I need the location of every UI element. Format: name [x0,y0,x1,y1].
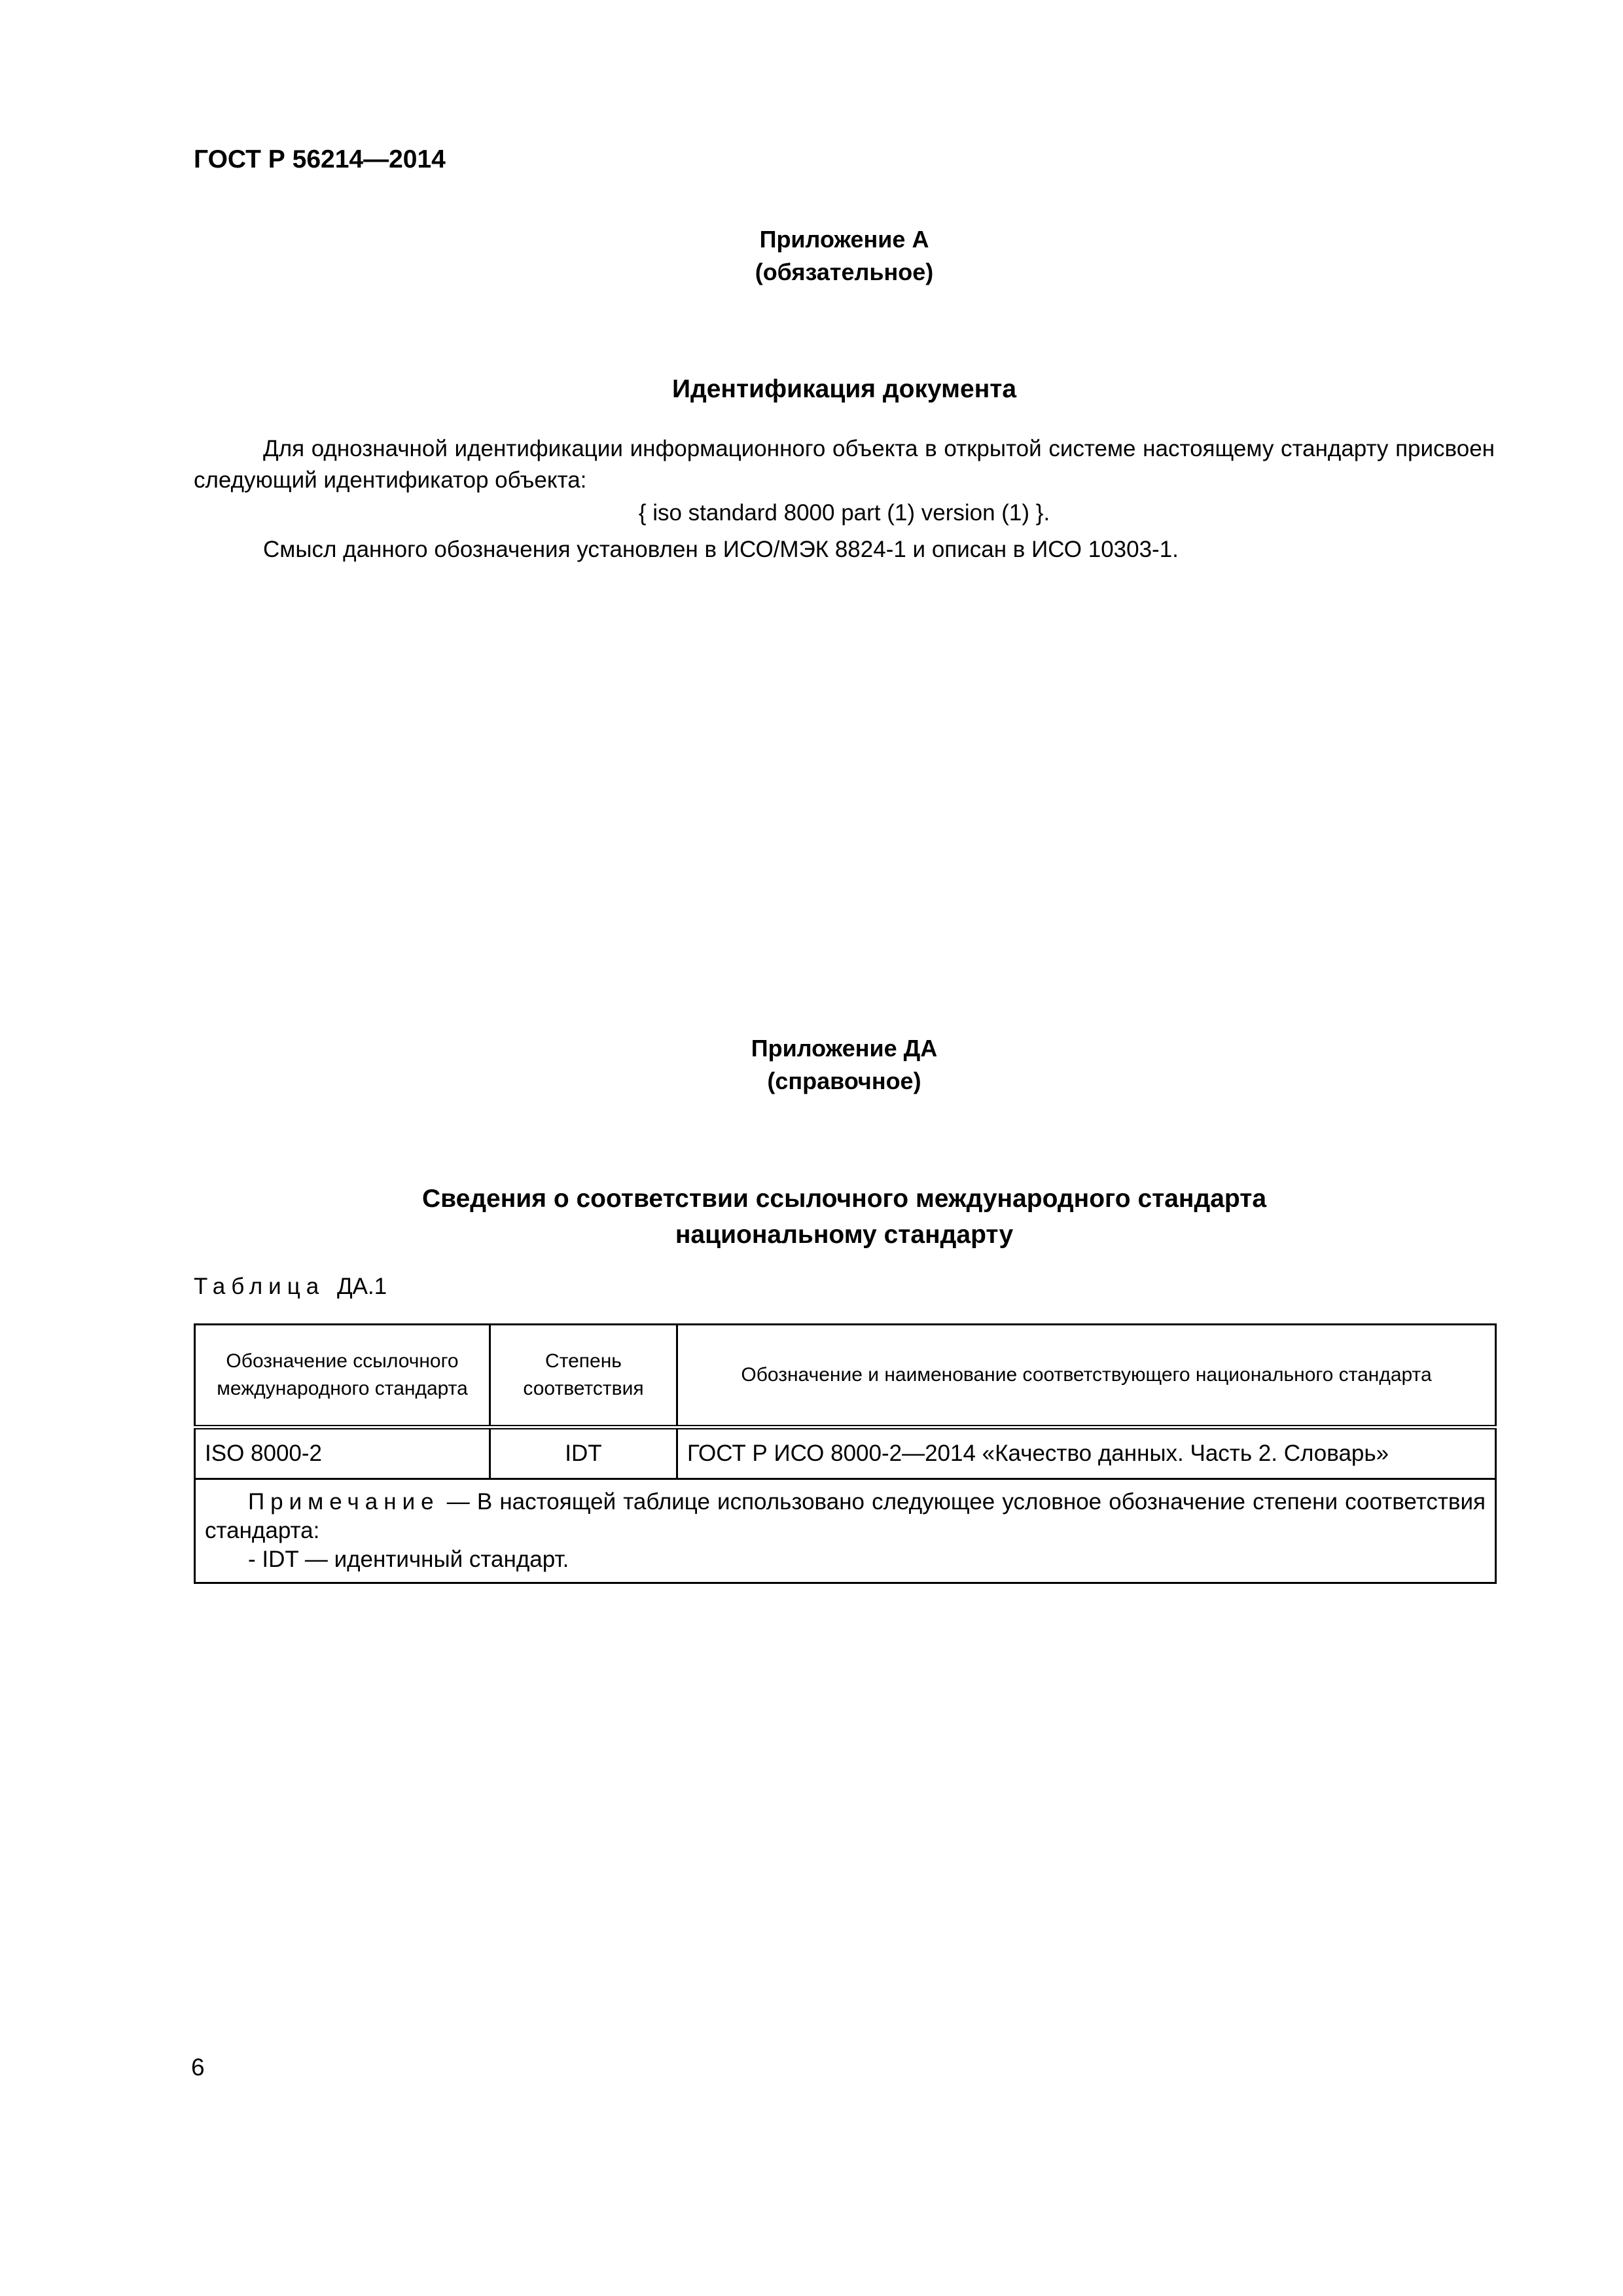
table-caption [194,1274,387,1300]
table-note-row [195,1479,1496,1583]
table-caption-word: Таблица [194,1274,325,1299]
annex-da-status: (справочное) [767,1067,921,1094]
annex-da-title-line-1: Сведения о соответствии ссылочного международного стандарта [421,1185,1267,1213]
note-text-block [205,1488,1486,1545]
table-row [195,1427,1496,1479]
column-header-reference: Обозначение ссылочного международного стандарта [195,1325,490,1427]
annex-a-heading [194,223,1495,289]
column-header-degree: Степень соответствия [490,1325,677,1427]
note-list-item: - IDT — идентичный стандарт. [248,1547,569,1572]
table-header-row [195,1325,1496,1427]
table-caption-number: ДА.1 [336,1274,387,1299]
annex-a-status: (обязательное) [755,259,934,285]
annex-da-heading [194,1032,1495,1098]
correspondence-table [194,1323,1497,1584]
annex-a-paragraph-1: Для однозначной идентификации информационного объекта в открытой системе настоящему стандарту присвоен следующий идентификатор объекта: [194,436,1495,493]
annex-da-title [194,1181,1495,1253]
annex-da-label: Приложение ДА [751,1035,938,1062]
column-header-national: Обозначение и наименование соответствующего национального стандарта [677,1325,1496,1427]
annex-a-label: Приложение А [759,226,929,253]
annex-da-title-line-2: национальному стандарту [675,1221,1014,1249]
annex-a-title: Идентификация документа [671,375,1017,403]
cell-reference: ISO 8000-2 [195,1427,490,1479]
document-header: ГОСТ Р 56214—2014 [194,145,446,173]
cell-national: ГОСТ Р ИСО 8000-2—2014 «Качество данных. Часть 2. Словарь» [677,1427,1496,1479]
cell-degree: IDT [490,1427,677,1479]
table-note [195,1479,1496,1583]
annex-a-paragraph-2: Смысл данного обозначения установлен в ИСО/МЭК 8824-1 и описан в ИСО 10303-1. [263,537,1179,562]
note-text: — В настоящей таблице использовано следующее условное обозначение степени соответствия стандарта: [205,1489,1486,1543]
object-identifier: { iso standard 8000 part (1) version (1) }. [638,500,1050,526]
page-number: 6 [191,2054,205,2081]
note-label: Примечание [248,1489,440,1515]
